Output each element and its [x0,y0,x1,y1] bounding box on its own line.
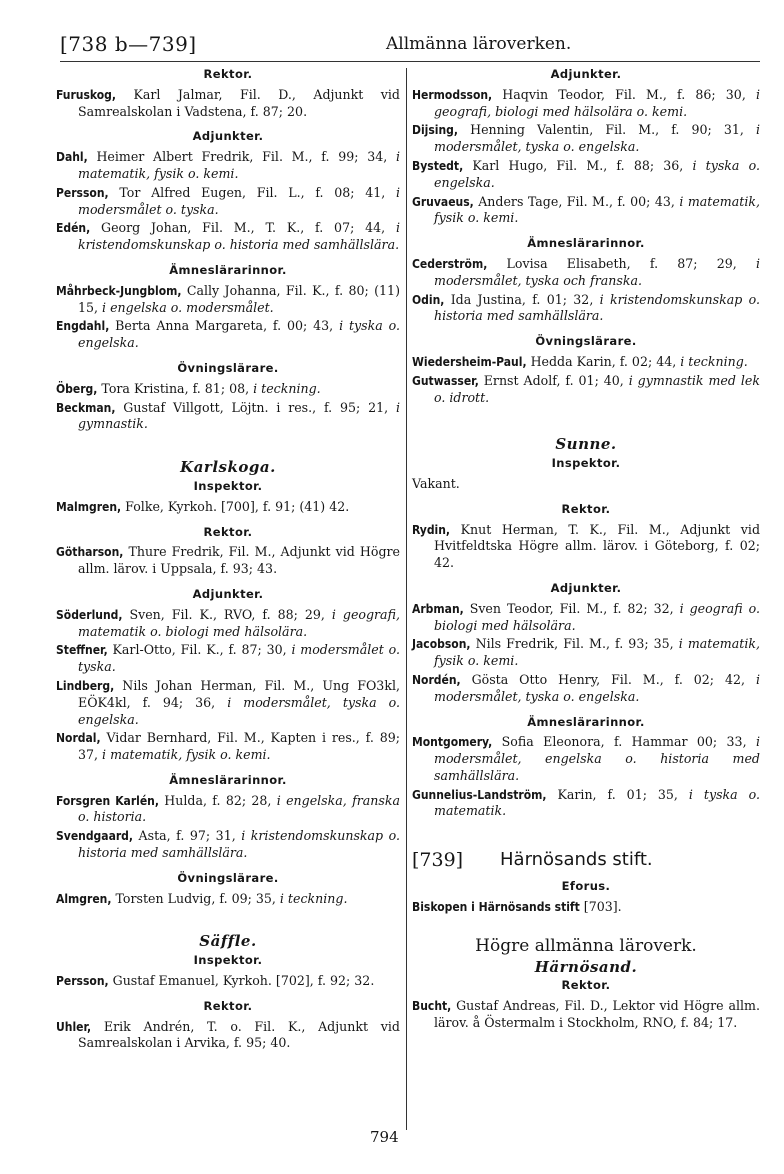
section-heading: Rektor. [203,524,253,539]
person-name: Persson, [56,185,109,200]
column-divider [406,68,407,1130]
entry-text: Vidar Bernhard, Fil. M., Kapten i res., f. 89; 37, [78,730,400,763]
entry-subjects: i modersmålet o. tyska. [78,642,400,675]
page-number: 794 [370,1128,399,1146]
entry-text: Haqvin Teodor, Fil. M., f. 86; 30, [502,86,746,102]
entry [56,381,400,398]
entry [412,601,760,635]
entry-text: Thure Fredrik, Fil. M., Adjunkt vid Högre allm. lärov. i Uppsala, f. 93; 43. [78,544,400,577]
entry-text: Karl Jalmar, Fil. D., Adjunkt vid Samrealskolan i Vadstena, f. 87; 20. [78,86,400,119]
section-heading: Övningslärare. [177,870,279,885]
place-heading: Härnösand. [534,957,638,976]
section-heading: Ämneslärarinnor. [169,262,287,277]
entry-text: Karl-Otto, Fil. K., f. 87; 30, [112,642,287,658]
person-name: Engdahl, [56,319,110,334]
entry-subjects: i engelska o. modersmålet. [102,299,274,315]
entry-subjects: i matematik, fysik o. kemi. [434,636,760,669]
entry-subjects: i engelska, franska o. historia. [78,792,400,825]
entry-subjects: i geografi, matematik o. biologi med hälsolära. [78,606,400,639]
person-name: Nordén, [412,672,461,687]
section-heading: Inspektor. [193,953,263,968]
vacant-text: Vakant. [412,475,460,491]
entry [56,283,400,317]
section-heading: Övningslärare. [177,360,279,375]
entry-subjects: i tyska o. engelska. [434,157,760,190]
entry-text: Torsten Ludvig, f. 09; 35, [115,890,276,906]
entry-subjects: i modersmålet, tyska o. engelska. [78,694,400,727]
entry-subjects: i modersmålet, engelska o. historia med samhällslära. [434,734,760,783]
entry-text: Cally Johanna, Fil. K., f. 80; (11) 15, [78,282,400,315]
entry [412,194,760,228]
entry [412,256,760,290]
entry-text: Hedda Karin, f. 02; 44, [530,353,677,369]
entry [56,793,400,827]
entry-text: Gustaf Andreas, Fil. D., Lektor vid Högre allm. lärov. å Östermalm i Stockholm, RNO, f. 84; 17. [434,998,760,1031]
entry-text: Sven Teodor, Fil. M., f. 82; 32, [469,600,674,616]
entry-text: [703]. [583,899,622,915]
entry-subjects: i modersmålet, tyska och franska. [434,255,760,288]
person-name: Hermodsson, [412,87,493,102]
section-heading: Rektor. [203,998,253,1013]
entry [412,672,760,706]
entry-text: Sven, Fil. K., RVO, f. 88; 29, [129,606,325,622]
entry [412,998,760,1032]
entry-subjects: i kristendomskunskap o. historia med samhällslära. [434,291,760,324]
person-name: Bucht, [412,999,452,1014]
person-name: Wiedersheim-Paul, [412,354,527,369]
entry-text: Folke, Kyrkoh. [700], f. 91; (41) 42. [125,498,350,514]
entry [412,522,760,572]
person-name: Furuskog, [56,87,117,102]
entry-subjects: i modersmålet, tyska o. engelska. [434,122,760,155]
entry-text: Henning Valentin, Fil. M., f. 90; 31, [470,122,744,138]
section-heading: Övningslärare. [535,334,637,349]
entry-subjects: i kristendomskunskap o. historia med samhällslära. [78,220,400,253]
entry [56,828,400,862]
entry-subjects: i gymnastik med lek o. idrott. [434,372,760,405]
person-name: Gunnelius-Landström, [412,787,547,802]
person-name: Steffner, [56,643,108,658]
person-name: Rydin, [412,522,451,537]
person-name: Almgren, [56,891,112,906]
entry [56,185,400,219]
entry [412,787,760,821]
entry-subjects: i matematik, fysik o. kemi. [78,149,400,181]
entry-subjects: i geografi, biologi med hälsolära o. kemi. [434,86,760,119]
person-name: Malmgren, [56,499,122,514]
entry-text: Berta Anna Margareta, f. 00; 43, [115,318,334,334]
place-heading: Karlskoga. [180,458,276,477]
running-title: Allmänna läroverken. [386,34,572,54]
person-name: Jacobson, [412,637,471,652]
section-heading: Ämneslärarinnor. [527,714,645,729]
entry-subjects: i geografi o. biologi med hälsolära. [434,600,760,633]
entry [412,899,760,916]
place-heading: Sunne. [555,435,617,454]
entry-subjects: i tyska o. matematik. [434,786,760,819]
section-heading: Adjunkter. [550,580,622,595]
entry-subjects: i modersmålet, tyska o. engelska. [434,671,760,704]
entry [412,354,760,371]
page-range: [738 b—739] [60,32,197,56]
section-heading: Eforus. [561,879,611,894]
entry [412,734,760,784]
person-name: Biskopen i Härnösands stift [412,900,580,915]
person-name: Öberg, [56,381,98,396]
person-name: Forsgren Karlén, [56,793,159,808]
section-heading: Inspektor. [551,456,621,471]
person-name: Lindberg, [56,678,115,693]
person-name: Arbman, [412,601,464,616]
entry [56,678,400,728]
entry-text: Nils Fredrik, Fil. M., f. 93; 35, [475,636,674,652]
entry-text: Karl Hugo, Fil. M., f. 88; 36, [472,157,684,173]
entry-subjects: i matematik, fysik o. kemi. [434,193,760,226]
section-heading: Adjunkter. [192,586,264,601]
section-heading: Ämneslärarinnor. [527,236,645,251]
entry [412,292,760,326]
section-heading: Rektor. [203,67,253,81]
entry [56,891,400,908]
left-column [56,66,400,1054]
right-column [412,66,760,1034]
entry-text: Karin, f. 01; 35, [557,786,678,802]
entry-text: Tora Kristina, f. 81; 08, [101,380,250,396]
entry [412,158,760,192]
page-header [60,30,760,60]
entry-text: Ida Justina, f. 01; 32, [450,291,594,307]
entry [56,149,400,183]
entry-text: Gustaf Villgott, Löjtn. i res., f. 95; 21, [123,399,389,415]
person-name: Söderlund, [56,607,123,622]
section-heading: Inspektor. [193,478,263,493]
person-name: Dahl, [56,150,88,165]
entry [412,122,760,156]
section-heading: Ämneslärarinnor. [169,772,287,787]
section-heading: Rektor. [561,501,611,516]
entry-subjects: i tyska o. engelska. [78,318,400,351]
section-title: Härnösands stift. [500,849,653,871]
section-heading: Adjunkter. [192,129,264,144]
entry [56,318,400,352]
entry-text: Gustaf Emanuel, Kyrkoh. [702], f. 92; 32. [112,973,375,989]
entry [56,499,400,516]
entry [412,373,760,407]
entry [56,87,400,121]
entry [56,1019,400,1053]
person-name: Bystedt, [412,158,464,173]
entry [56,973,400,990]
person-name: Gutwasser, [412,373,479,388]
entry [412,87,760,121]
place-heading: Säffle. [199,932,257,951]
entry [56,400,400,434]
person-name: Nordal, [56,731,101,746]
entry-subjects: i teckning. [279,890,348,906]
section-heading: Rektor. [561,978,611,993]
person-name: Montgomery, [412,735,493,750]
person-name: Beckman, [56,400,116,415]
entry-subjects: i teckning. [680,353,748,369]
entry-subjects: i modersmålet o. tyska. [78,184,400,217]
entry [56,220,400,254]
person-name: Dijsing, [412,123,459,138]
entry-subjects: i matematik, fysik o. kemi. [102,747,271,763]
entry-text: Asta, f. 97; 31, [138,828,236,844]
entry-text: Sofia Eleonora, f. Hammar 00; 33, [501,734,747,750]
entry-text: Georg Johan, Fil. M., T. K., f. 07; 44, [101,220,386,236]
entry [56,544,400,578]
person-name: Persson, [56,974,109,989]
person-name: Cederström, [412,256,488,271]
person-name: Måhrbeck-Jungblom, [56,283,182,298]
header-rule [60,61,760,62]
person-name: Uhler, [56,1019,92,1034]
person-name: Svendgaard, [56,829,134,844]
person-name: Edén, [56,221,91,236]
person-name: Götharson, [56,545,124,560]
school-type-heading: Högre allmänna läroverk. [475,935,697,956]
section-number: [739] [412,849,464,872]
entry-text: Anders Tage, Fil. M., f. 00; 43, [478,193,675,209]
entry [56,730,400,764]
entry-text: Ernst Adolf, f. 01; 40, [483,372,624,388]
entry-subjects: i kristendomskunskap o. historia med samhällslära. [78,828,400,861]
section-heading: Adjunkter. [550,67,622,81]
section-title-row [412,848,760,878]
entry-subjects: i teckning. [253,380,321,396]
entry [56,642,400,676]
entry-text: Knut Herman, T. K., Fil. M., Adjunkt vid Hvitfeldtska Högre allm. lärov. i Göteborg, f. 02; 42. [434,521,760,571]
entry-text: Hulda, f. 82; 28, [164,792,272,808]
entry [56,607,400,641]
entry-text: Gösta Otto Henry, Fil. M., f. 02; 42, [471,671,746,687]
entry-text: Nils Johan Herman, Fil. M., Ung FO3kl, EÖK4kl, f. 94; 36, [78,677,400,710]
entry-text: Tor Alfred Eugen, Fil. L., f. 08; 41, [119,184,386,200]
person-name: Gruvaeus, [412,194,474,209]
entry [412,636,760,670]
entry-text: Lovisa Elisabeth, f. 87; 29, [506,255,737,271]
entry-text: Heimer Albert Fredrik, Fil. M., f. 99; 34, [96,149,388,165]
entry-text: Erik Andrén, T. o. Fil. K., Adjunkt vid Samrealskolan i Arvika, f. 95; 40. [78,1018,400,1051]
person-name: Odin, [412,292,445,307]
entry-subjects: i gymnastik. [78,399,400,432]
